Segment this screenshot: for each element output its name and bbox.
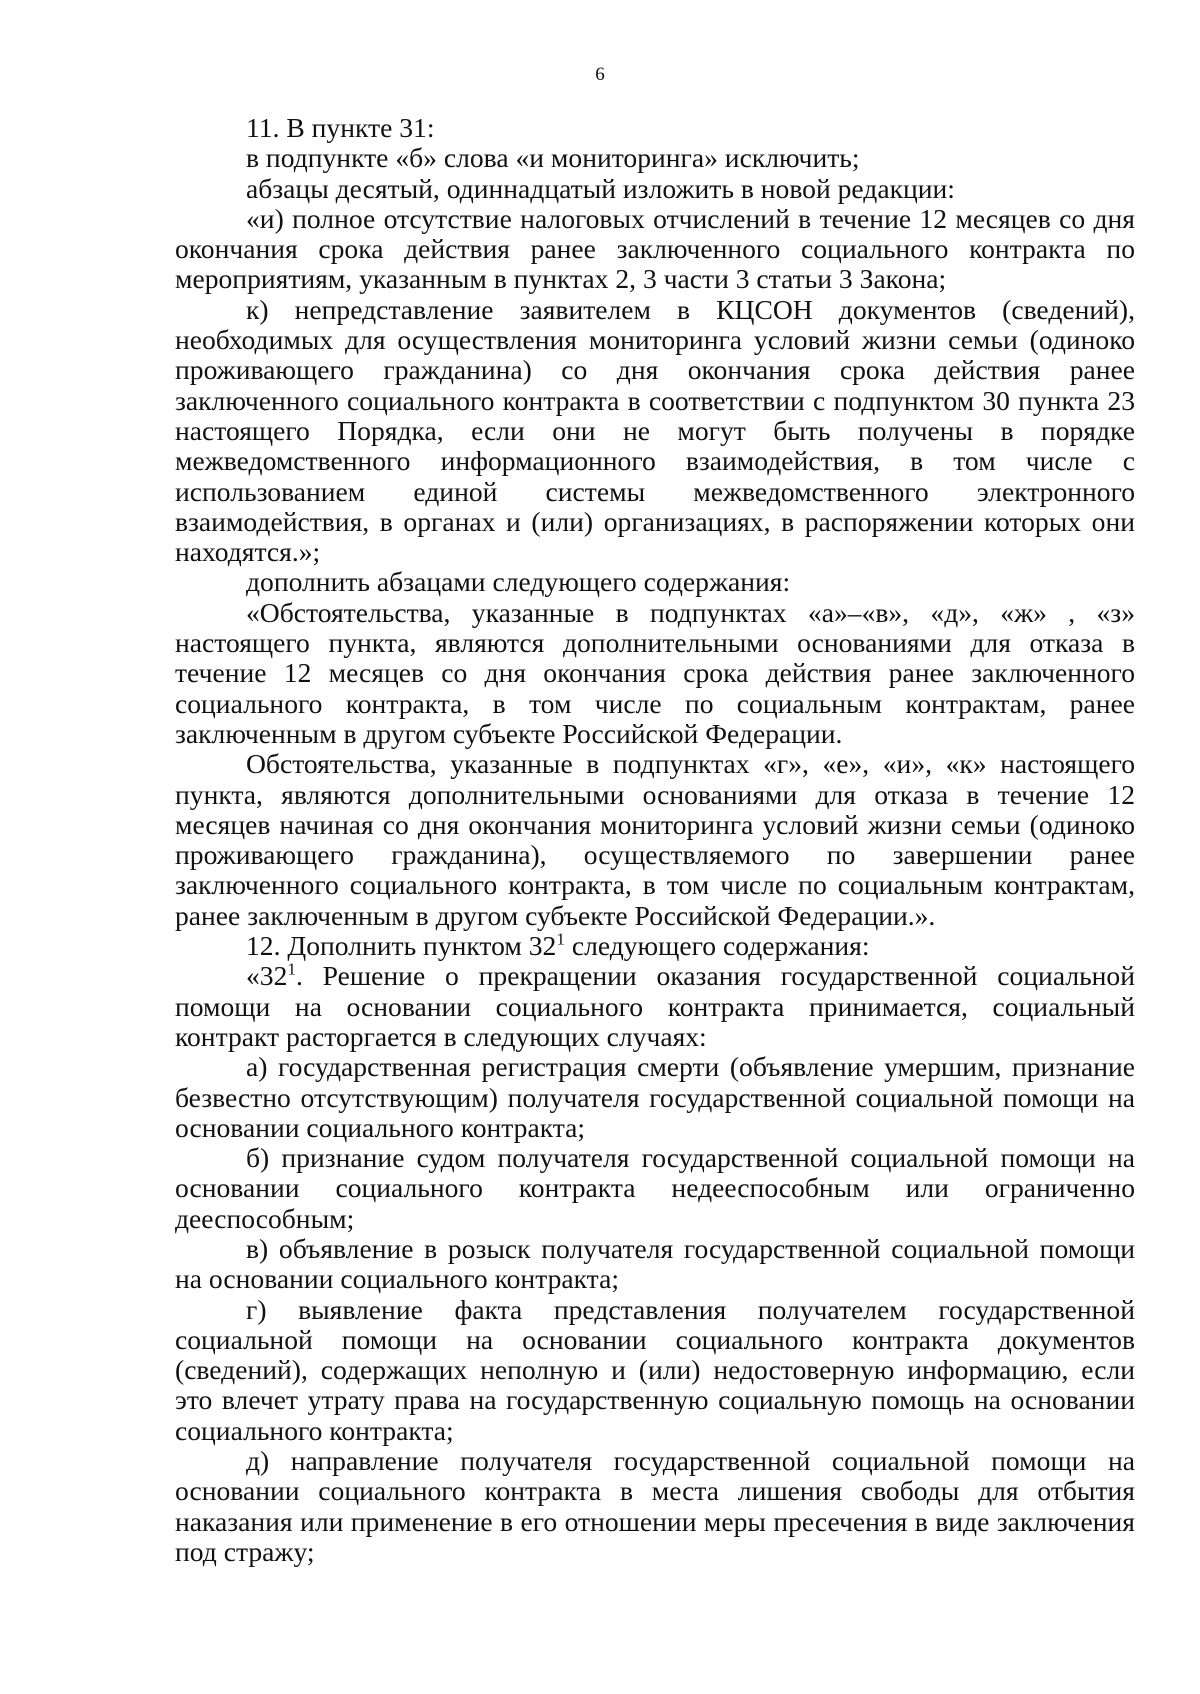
list-item-d: д) направление получателя государственной социальной помощи на основании социального контракта в места лишения свободы для отбытия наказания или применение в его отношении меры пресечения в виде заключения под стражу; <box>175 1445 1135 1567</box>
paragraph-32-1 <box>175 961 1135 1052</box>
superscript: 1 <box>556 929 565 949</box>
page-number: 6 <box>595 64 605 85</box>
paragraph-32-text: «32 <box>246 960 288 992</box>
paragraph-11-heading: 11. В пункте 31: <box>246 112 435 143</box>
list-item-b: б) признание судом получателя государственной социальной помощи на основании социального контракта недееспособным или ограниченно дееспособным; <box>175 1142 1135 1234</box>
paragraph-12-text-end: следующего содержания: <box>564 930 870 962</box>
paragraph-circumstances-2: Обстоятельства, указанные в подпунктах «г», «е», «и», «к» настоящего пункта, являются дополнительными основаниями для отказа в течение 12 месяцев начиная со дня окончания мониторинга условий жизни семьи (одиноко проживающего гражданина), осуществляемого по завершении ранее заключенного социального контракта, в том числе по социальным контрактам, ранее заключенным в другом субъекте Российской Федерации.». <box>175 748 1135 931</box>
paragraph-12-heading <box>175 931 1135 961</box>
paragraph-circumstances-1: «Обстоятельства, указанные в подпунктах «а»–«в», «д», «ж» , «з» настоящего пункта, являются дополнительными основаниями для отказа в течение 12 месяцев со дня окончания срока действия ранее заключенного социального контракта, в том числе по социальным контрактам, ранее заключенным в другом субъекте Российской Федерации. <box>175 596 1135 749</box>
list-item-g: г) выявление факта представления получателем государственной социальной помощи на основании социального контракта документов (сведений), содержащих неполную и (или) недостоверную информацию, если это влечет утрату права на государственную социальную помощь на основании социального контракта; <box>175 1293 1135 1446</box>
paragraph-supplement: дополнить абзацами следующего содержания: <box>246 566 791 598</box>
paragraph-new-wording: абзацы десятый, одиннадцатый изложить в новой редакции: <box>246 172 955 204</box>
paragraph-subpoint-b: в подпункте «б» слова «и мониторинга» исключить; <box>246 142 860 174</box>
paragraph-item-i: «и) полное отсутствие налоговых отчислений в течение 12 месяцев со дня окончания срока действия ранее заключенного социального контракта по мероприятиям, указанным в пунктах 2, 3 части 3 статьи 3 Закона; <box>175 202 1135 295</box>
paragraph-item-k: к) непредставление заявителем в КЦСОН документов (сведений), необходимых для осуществления мониторинга условий жизни семьи (одиноко проживающего гражданина) со дня окончания срока действия ранее заключенного социального контракта в соответствии с подпунктом 30 пункта 23 настоящего Порядка, если они не могут быть получены в порядке межведомственного информационного взаимодействия, в том числе с использованием единой системы межведомственного электронного взаимодействия, в органах и (или) организациях, в распоряжении которых они находятся.»; <box>175 293 1135 568</box>
document-body <box>175 113 1135 1567</box>
list-item-a: а) государственная регистрация смерти (объявление умершим, признание безвестно отсутствующим) получателя государственной социальной помощи на основании социального контракта; <box>175 1051 1135 1143</box>
list-item-v: в) объявление в розыск получателя государственной социальной помощи на основании социального контракта; <box>175 1232 1135 1295</box>
paragraph-32-text-end: . Решение о прекращении оказания государственной социальной помощи на основании социального контракта принимается, социальный контракт расторгается в следующих случаях: <box>175 960 1135 1052</box>
superscript: 1 <box>287 959 296 979</box>
paragraph-12-text: 12. Дополнить пунктом 32 <box>246 930 557 962</box>
